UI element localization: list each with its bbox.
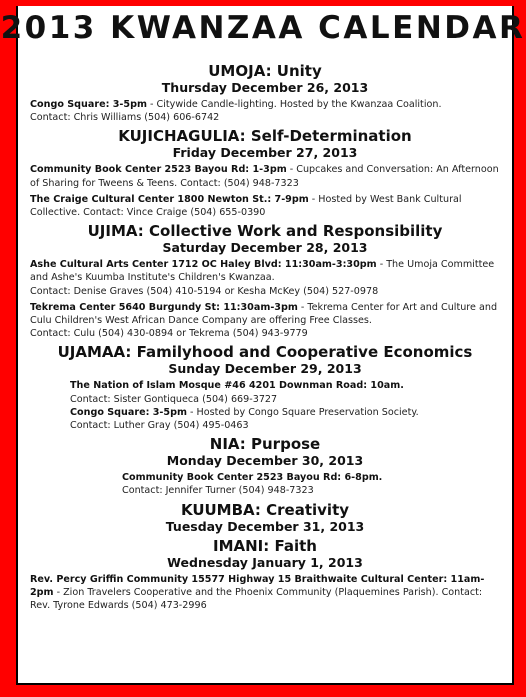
event-entry: [30, 163, 500, 189]
event-entry: [30, 379, 500, 432]
day-section-ujamaa: [30, 343, 500, 432]
day-section-ujima: [30, 222, 500, 340]
event-entry: [30, 258, 500, 298]
event-venue: The Nation of Islam Mosque #46 4201 Downman Road: 10am.: [70, 380, 404, 392]
date-heading: Monday December 30, 2013: [166, 453, 364, 469]
day-section-nia: [30, 435, 500, 497]
event-contact: Contact: Luther Gray (504) 495-0463: [70, 420, 249, 432]
event-venue: The Craige Cultural Center 1800 Newton St.: 7-9pm: [30, 193, 309, 205]
date-heading: Wednesday January 1, 2013: [167, 554, 363, 570]
principle-heading: IMANI: Faith: [213, 536, 317, 555]
event-venue: Rev. Percy Griffin Community 15577 Highway 15 Braithwaite Cultural Center: 11am-2pm: [30, 573, 485, 598]
date-heading: Sunday December 29, 2013: [168, 361, 362, 377]
event-details: - Zion Travelers Cooperative and the Phoenix Community (Plaquemines Parish). Contact: Rev. Tyrone Edwards (504) 473-2996: [30, 586, 483, 612]
event-entry: [30, 573, 500, 613]
event-venue: Ashe Cultural Arts Center 1712 OC Haley Blvd: 11:30am-3:30pm: [30, 259, 377, 271]
event-entry: [30, 301, 500, 341]
principle-heading: NIA: Purpose: [209, 435, 321, 454]
event-details: - Citywide Candle-lighting. Hosted by the Kwanzaa Coalition.: [146, 99, 442, 110]
event-details: - Cupcakes and Conversation: An Afternoon of Sharing for Tweens & Teens. Contact: (504) 948-7323: [30, 164, 499, 189]
day-section-kujichagulia: [30, 127, 500, 219]
event-entry: [30, 471, 500, 497]
principle-heading: UMOJA: Unity: [208, 62, 322, 80]
page-title: 2013 KWANZAA CALENDAR: [0, 10, 526, 46]
event-venue: Community Book Center 2523 Bayou Rd: 6-8pm.: [122, 472, 383, 484]
event-contact: Contact: Denise Graves (504) 410-5194 or Kesha McKey (504) 527-0978: [30, 285, 379, 297]
event-venue: Tekrema Center 5640 Burgundy St: 11:30am-3pm: [30, 301, 298, 313]
event-contact: Contact: Culu (504) 430-0894 or Tekrema (504) 943-9779: [30, 328, 308, 340]
principle-heading: UJIMA: Collective Work and Responsibility: [87, 222, 443, 241]
event-contact: Contact: Sister Gontiqueca (504) 669-3727: [70, 393, 278, 405]
red-border-left: [0, 0, 16, 697]
date-heading: Thursday December 26, 2013: [161, 80, 369, 95]
red-border-bottom: [0, 685, 526, 697]
event-venue: Congo Square: 3-5pm: [70, 406, 187, 418]
event-details: - Hosted by West Bank Cultural Collective. Contact: Vince Craige (504) 655-0390: [30, 193, 462, 219]
event-venue: Community Book Center 2523 Bayou Rd: 1-3pm: [30, 164, 287, 176]
principle-heading: UJAMAA: Familyhood and Cooperative Economics: [57, 343, 473, 362]
date-heading: Saturday December 28, 2013: [162, 240, 368, 256]
principle-heading: KUUMBA: Creativity: [180, 500, 350, 519]
calendar-content: [30, 62, 500, 615]
event-venue: Congo Square: 3-5pm: [30, 99, 147, 110]
event-entry: [30, 193, 500, 219]
event-details: - Tekrema Center for Art and Culture and Culu Children's West African Dance Company are offering Free Classes.: [30, 301, 498, 327]
day-section-umoja: [30, 62, 500, 124]
date-heading: Tuesday December 31, 2013: [165, 518, 365, 534]
principle-heading: KUJICHAGULIA: Self-Determination: [118, 127, 412, 146]
event-entry: [30, 98, 500, 124]
event-contact: Contact: Chris Williams (504) 606-6742: [30, 112, 220, 124]
date-heading: Friday December 27, 2013: [172, 145, 358, 161]
day-section-imani: [30, 537, 500, 613]
event-contact: Contact: Jennifer Turner (504) 948-7323: [122, 485, 314, 497]
red-border-right: [514, 0, 526, 697]
day-section-kuumba: [30, 501, 500, 535]
event-details: - The Umoja Committee and Ashe's Kuumba Institute's Children's Kwanzaa.: [30, 259, 495, 284]
event-details: - Hosted by Congo Square Preservation Society.: [186, 406, 419, 418]
